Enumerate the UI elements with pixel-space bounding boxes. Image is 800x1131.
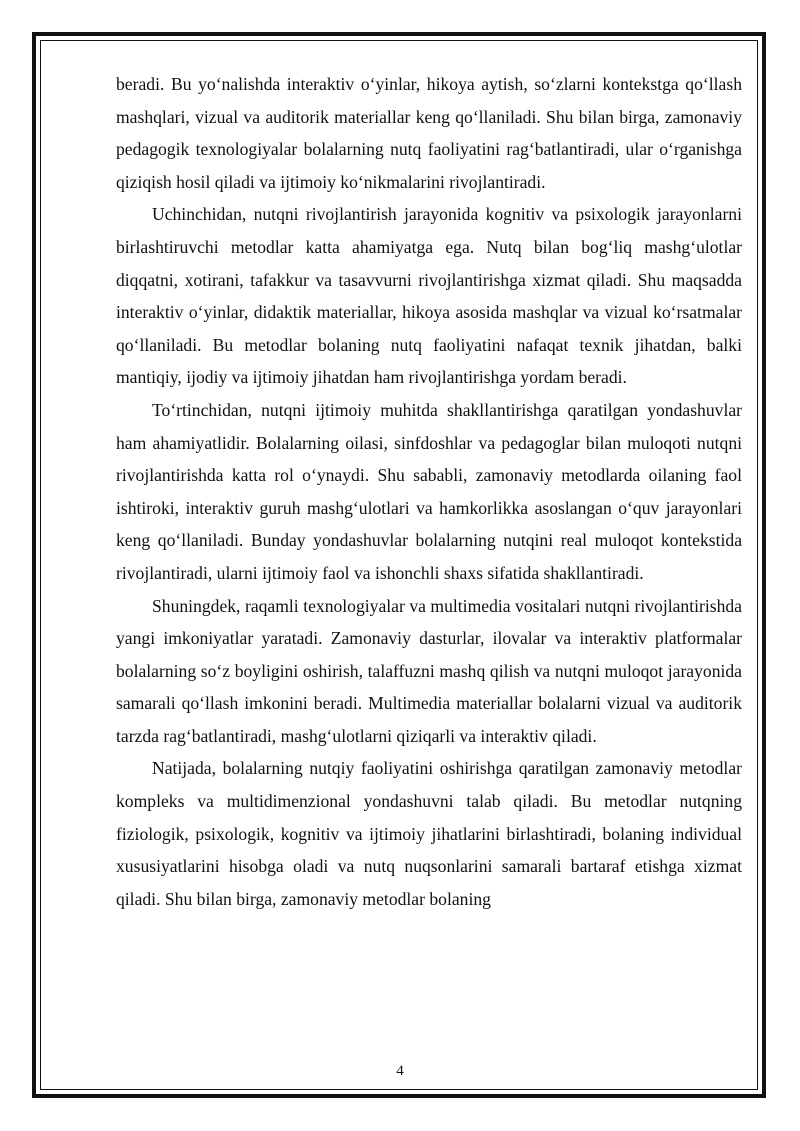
paragraph-1: beradi. Bu yo‘nalishda interaktiv o‘yinlar, hikoya aytish, so‘zlarni kontekstga qo‘llash mashqlari, vizual va auditorik materiallar keng qo‘llaniladi. Shu bilan birga, zamonaviy pedagogik texnologiyalar bolalarning nutq faoliyatini rag‘batlantiradi, ular o‘rganishga qiziqish hosil qiladi va ijtimoiy ko‘nikmalarini rivojlantiradi. xyxy=(116,74,742,192)
paragraph-3: To‘rtinchidan, nutqni ijtimoiy muhitda shakllantirishga qaratilgan yondashuvlar ham ahamiyatlidir. Bolalarning oilasi, sinfdoshlar va pedagoglar bilan muloqoti nutqni rivojlantirishda katta rol o‘ynaydi. Shu sababli, zamonaviy metodlarda oilaning faol ishtiroki, interaktiv guruh mashg‘ulotlari va hamkorlikka asoslangan o‘quv jarayonlari keng qo‘llaniladi. Bunday yondashuvlar bolalarning nutqini real muloqot kontekstida rivojlantiradi, ularni ijtimoiy faol va ishonchli shaxs sifatida shakllantiradi. xyxy=(116,399,742,583)
paragraph-5: Natijada, bolalarning nutqiy faoliyatini oshirishga qaratilgan zamonaviy metodlar kompleks va multidimenzional yondashuvni talab qiladi. Bu metodlar nutqning fiziologik, psixologik, kognitiv va ijtimoiy jihatlarini birlashtiradi, bolaning individual xususiyatlarini hisobga oladi va nutq nuqsonlarini samarali bartaraf etishga xizmat qiladi. Shu bilan birga, zamonaviy metodlar bolaning xyxy=(116,758,742,909)
paragraph-4: Shuningdek, raqamli texnologiyalar va multimedia vositalari nutqni rivojlantirishda yangi imkoniyatlar yaratadi. Zamonaviy dasturlar, ilovalar va interaktiv platformalar bolalarning so‘z boyligini oshirish, talaffuzni mashq qilish va nutqni muloqot jarayonida samarali qo‘llash imkonini beradi. Multimedia materiallar bolalarni vizual va auditorik tarzda rag‘batlantiradi, mashg‘ulotlarni qiziqarli va interaktiv qiladi. xyxy=(116,595,742,746)
paragraph-2: Uchinchidan, nutqni rivojlantirish jarayonida kognitiv va psixologik jarayonlarni birlashtiruvchi metodlar katta ahamiyatga ega. Nutq bilan bog‘liq mashg‘ulotlar diqqatni, xotirani, tafakkur va tasavvurni rivojlantirishga xizmat qiladi. Shu maqsadda interaktiv o‘yinlar, didaktik materiallar, hikoya asosida mashqlar va vizual ko‘rsatmalar qo‘llaniladi. Bu metodlar bolaning nutq faoliyatini nafaqat texnik jihatdan, balki mantiqiy, ijodiy va ijtimoiy jihatdan ham rivojlantirishga yordam beradi. xyxy=(116,204,742,388)
document-body xyxy=(116,68,742,915)
page-number: 4 xyxy=(396,1063,404,1079)
